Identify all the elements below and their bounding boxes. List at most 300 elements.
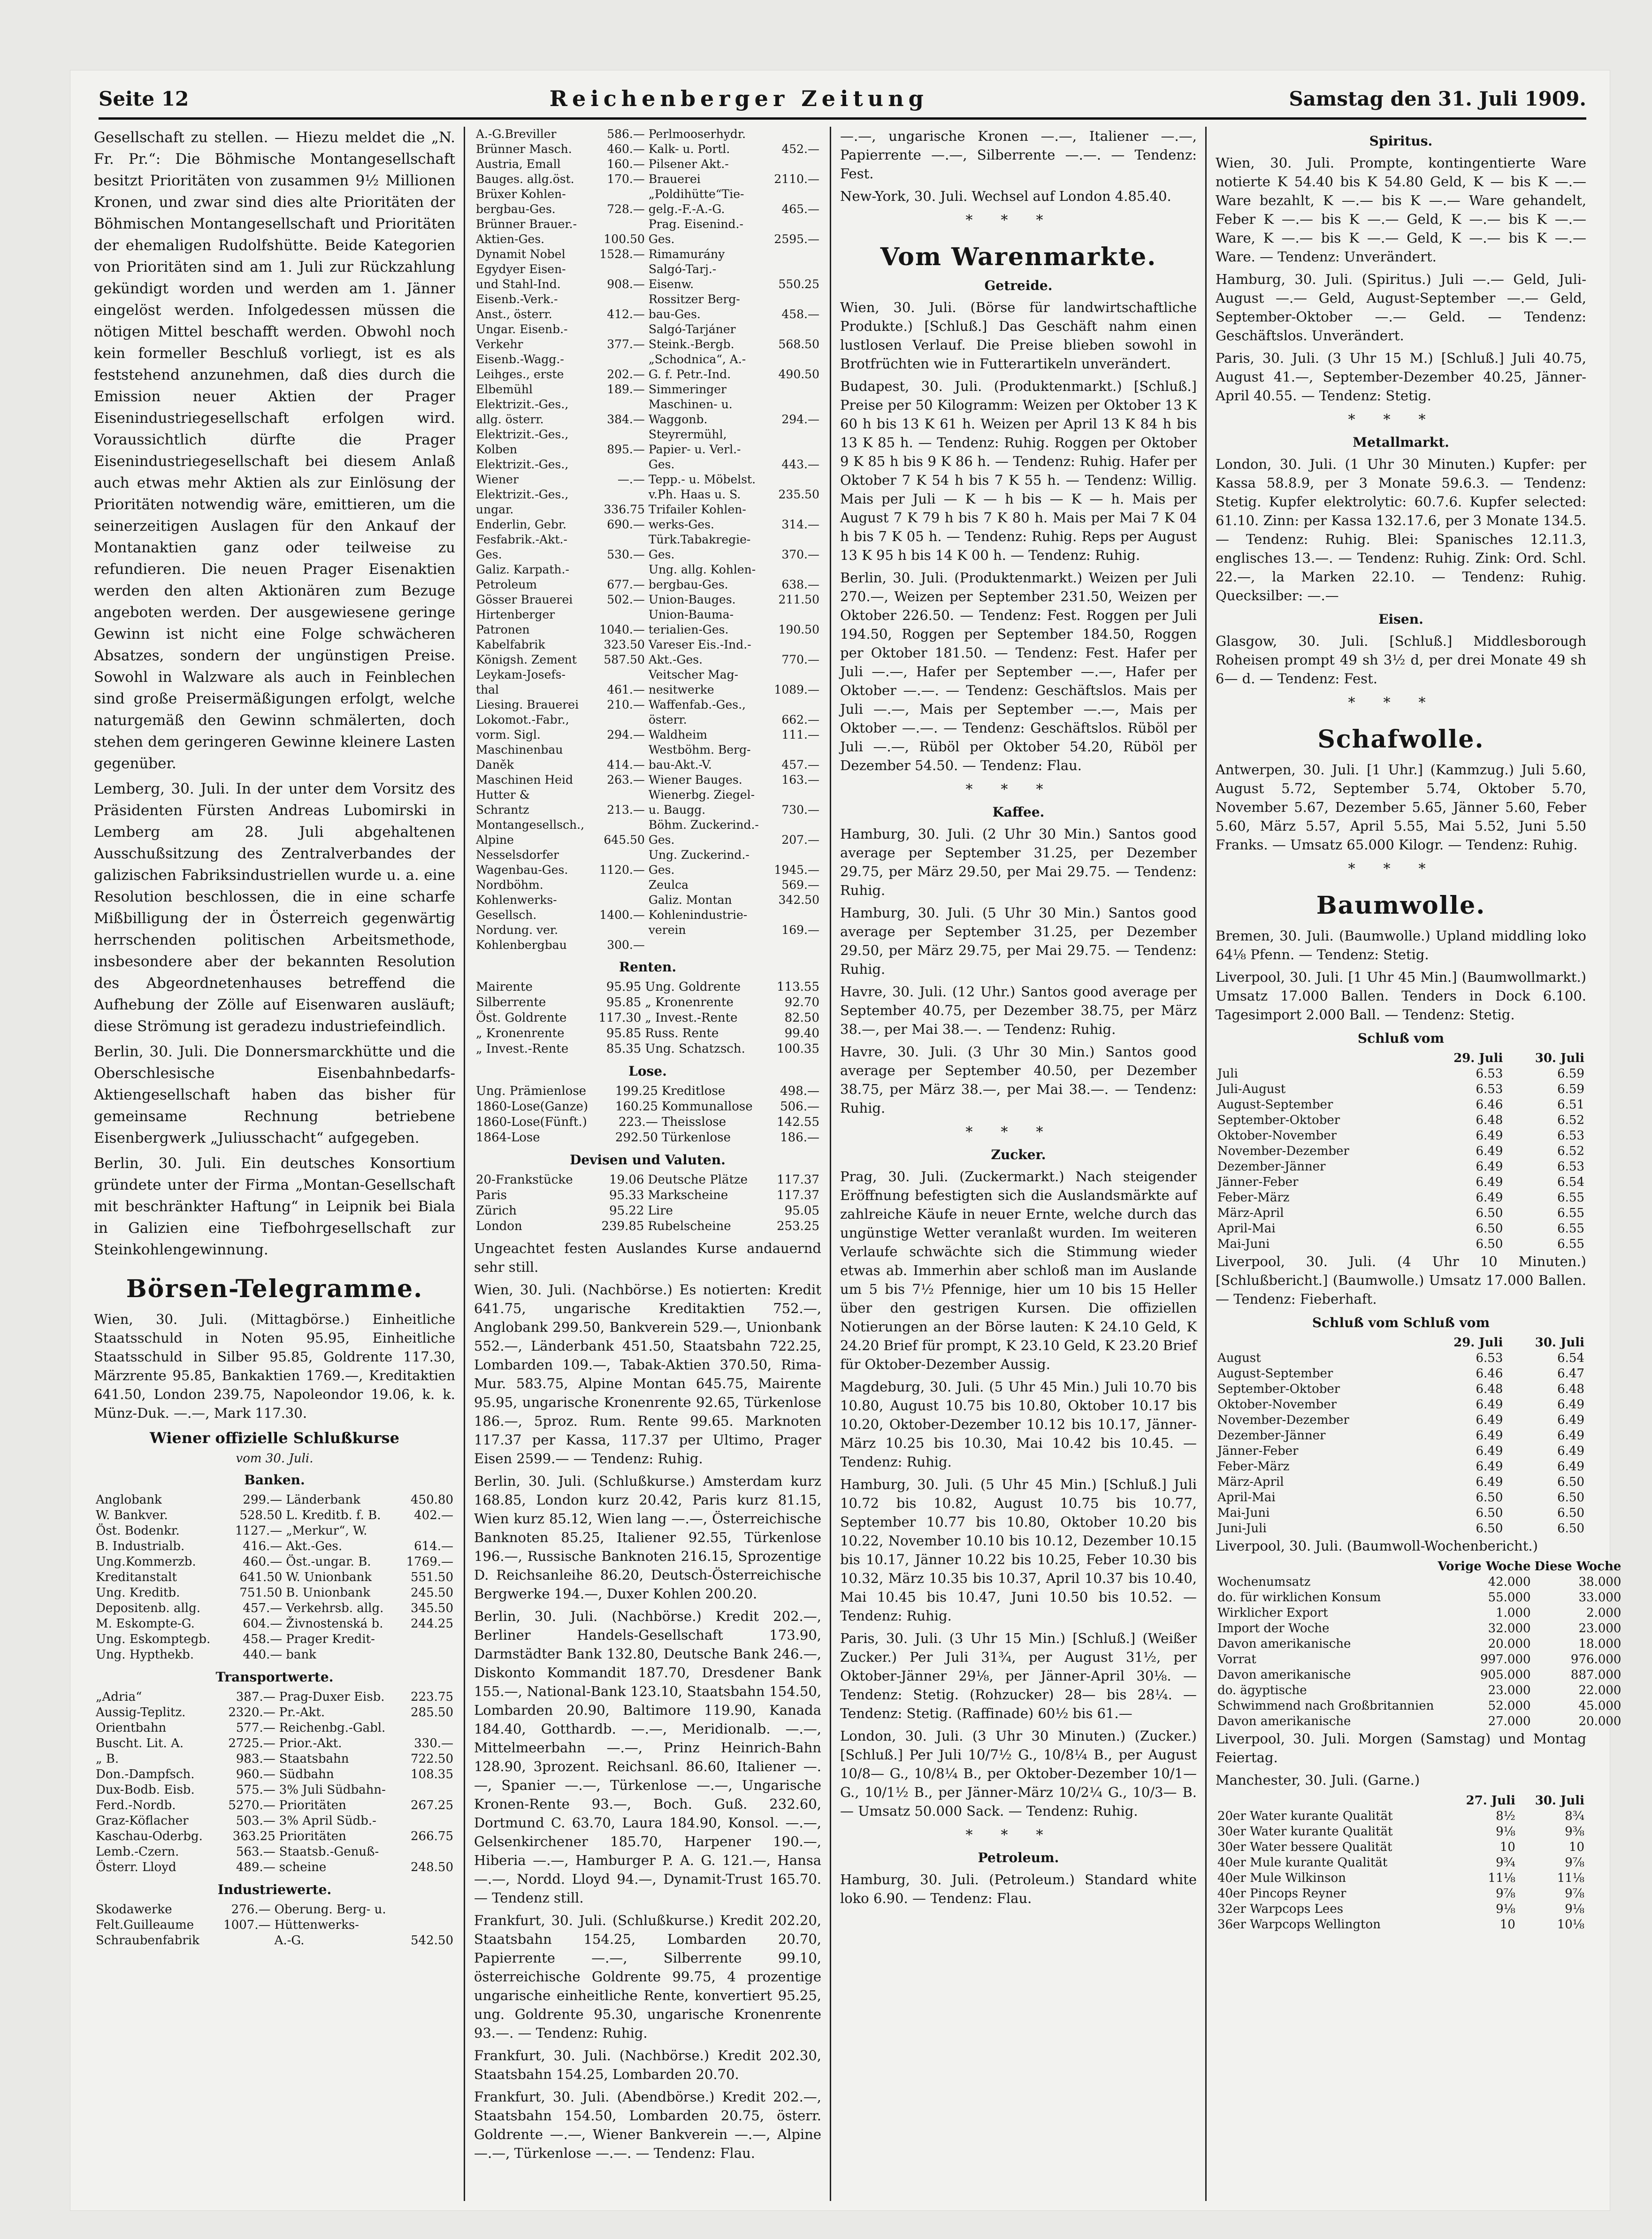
- table-cell: 19.06: [609, 1173, 644, 1187]
- table-cell: 245.50: [411, 1586, 453, 1600]
- table-cell: 253.25: [777, 1219, 819, 1233]
- table-cell: Steink.-Bergb.: [648, 337, 734, 351]
- table-row: [94, 1585, 455, 1601]
- table-cell: Felt.Guilleaume: [96, 1918, 194, 1932]
- table-cell: 384.—: [607, 413, 645, 426]
- table-cell: [769, 532, 821, 547]
- table-cell: gelg.-F.-A.-G.: [648, 202, 725, 216]
- table-cell: 503.—: [236, 1814, 275, 1828]
- table-cell: Maschinenbau: [476, 743, 563, 757]
- table-cell: Prior.-Akt.: [279, 1736, 342, 1750]
- table-cell: 266.75: [411, 1829, 453, 1843]
- table-cell: Veitscher Mag-: [648, 668, 739, 681]
- table-cell: 20er Water kurante Qualität: [1217, 1809, 1393, 1823]
- zucker-reports: [840, 1167, 1197, 1820]
- table-row: [94, 1751, 455, 1767]
- table-cell: Aussig-Teplitz.: [96, 1705, 186, 1719]
- table-cell: österr.: [648, 713, 687, 726]
- table-cell: 160.—: [607, 157, 645, 171]
- table-cell: 10: [1499, 1840, 1515, 1854]
- table-cell: „Merkur“, W.: [286, 1524, 367, 1538]
- table-row: [1216, 1636, 1623, 1652]
- table-cell: 460.—: [243, 1555, 283, 1569]
- table-cell: Südbahn: [279, 1767, 334, 1781]
- table-row: [474, 427, 821, 442]
- table-cell: 32er Warpcops Lees: [1217, 1902, 1344, 1916]
- table-cell: [769, 607, 821, 622]
- table-row: [474, 457, 821, 472]
- table-cell: 142.55: [777, 1115, 819, 1129]
- table-row: [474, 232, 821, 247]
- spiritus-report: Wien, 30. Juli. Prompte, kontingentierte Ware notierte K 54.40 bis K 54.80 Geld, K — bis K —.— Ware bezahlt, K —.— bis K —.— Ware gehandelt, Feber K —.— bis K —.— Geld, K —.— bis K —.— Ware, K —.— bis K —.— Geld, K —.— bis K —.— Ware. — Tendenz: Unverändert.: [1216, 155, 1586, 265]
- table-row: [94, 1933, 455, 1949]
- table-cell: Tepp.- u. Möbelst.: [648, 473, 756, 486]
- table-cell: 8½: [1496, 1809, 1515, 1823]
- table-row: [1216, 1652, 1623, 1667]
- table-cell: allg. österr.: [476, 413, 544, 426]
- table-cell: Russ. Rente: [645, 1026, 719, 1040]
- table-cell: 387.—: [236, 1690, 275, 1704]
- table-cell: April-Mai: [1217, 1222, 1276, 1236]
- table-cell: L. Kreditb. f. B.: [286, 1508, 381, 1522]
- cotton-table-1: [1216, 1051, 1586, 1252]
- table-row: [474, 863, 821, 878]
- table-cell: 6.49: [1557, 1444, 1584, 1458]
- table-cell: Patronen: [476, 623, 530, 636]
- table-cell: 569.—: [781, 878, 819, 892]
- table-row: [474, 995, 821, 1010]
- table-row: [1216, 1667, 1623, 1683]
- table-cell: 2725.—: [228, 1736, 275, 1750]
- table-cell: 314.—: [781, 518, 819, 531]
- table2-caption: Schluß vom Schluß vom: [1312, 1315, 1490, 1330]
- table-cell: 9⅛: [1496, 1902, 1515, 1916]
- table-cell: Ung. Zuckerind.-: [648, 848, 750, 862]
- table-cell: 416.—: [243, 1539, 283, 1553]
- separator: ***: [1348, 412, 1454, 428]
- table-cell: 292.50: [615, 1131, 658, 1145]
- table-cell: 27.000: [1488, 1714, 1531, 1728]
- table-cell: [769, 187, 821, 202]
- table-cell: [403, 1844, 455, 1860]
- table-row: [474, 1130, 821, 1146]
- table-cell: Ferd.-Nordb.: [96, 1798, 176, 1812]
- table-cell: 223.75: [411, 1690, 453, 1704]
- table-cell: 32.000: [1488, 1621, 1531, 1635]
- table-cell: Lire: [648, 1204, 673, 1218]
- table-cell: 465.—: [781, 202, 819, 216]
- table-header-cell: 29. Juli: [1453, 1336, 1503, 1350]
- table-row: [474, 1188, 821, 1203]
- table-cell: [769, 848, 821, 863]
- table-cell: 30er Water bessere Qualität: [1217, 1840, 1392, 1854]
- separator: ***: [965, 1124, 1071, 1140]
- kaffee-report: Havre, 30. Juli. (12 Uhr.) Santos good average per September 40.75, per Dezember 38.75, per März 38.—, per Mai 38.—. — Tendenz: Ruhig.: [840, 984, 1197, 1037]
- table-cell: 6.48: [1476, 1382, 1503, 1396]
- table-cell: 587.50: [604, 653, 645, 666]
- table-row: [474, 562, 821, 577]
- table-cell: Dynamit Nobel: [476, 247, 566, 261]
- table-cell: 6.49: [1476, 1191, 1503, 1205]
- table-cell: [594, 562, 647, 577]
- table-cell: 6.50: [1476, 1206, 1503, 1220]
- table-cell: [594, 667, 647, 682]
- banks-table: [94, 1492, 455, 1663]
- table-row: [94, 1736, 455, 1751]
- table-row: [474, 592, 821, 607]
- table-cell: [403, 1782, 455, 1798]
- table-row: [94, 1720, 455, 1736]
- section-heading-boersen: Börsen-Telegramme.: [126, 1275, 423, 1303]
- table-cell: 577.—: [236, 1721, 275, 1735]
- table-cell: 530.—: [607, 548, 645, 561]
- table-cell: 363.25: [232, 1829, 275, 1843]
- table-cell: 23.000: [1578, 1621, 1621, 1635]
- table-cell: 330.—: [414, 1736, 453, 1750]
- table-cell: 960.—: [236, 1767, 275, 1781]
- table-row: [474, 818, 821, 833]
- table-cell: Buscht. Lit. A.: [96, 1736, 184, 1750]
- table-header-cell: Vorige Woche: [1438, 1559, 1531, 1574]
- table-row: [474, 532, 821, 547]
- table-cell: 160.25: [615, 1100, 658, 1114]
- table-cell: Egydyer Eisen-: [476, 262, 566, 276]
- table-row: [474, 517, 821, 532]
- table-cell: Brüxer Kohlen-: [476, 187, 566, 201]
- table-cell: 1528.—: [599, 247, 645, 261]
- table-cell: 412.—: [607, 307, 645, 321]
- table-cell: 728.—: [607, 202, 645, 216]
- table-cell: Akt.-Ges.: [648, 653, 703, 666]
- table-cell: Oktober-November: [1217, 1129, 1337, 1143]
- table-cell: 677.—: [607, 578, 645, 591]
- table-cell: 506.—: [780, 1100, 819, 1114]
- table-row: [474, 367, 821, 382]
- table-cell: Skodawerke: [96, 1903, 172, 1917]
- table-cell: 1127.—: [235, 1524, 283, 1538]
- getreide-report: Wien, 30. Juli. (Börse für landwirtschaftliche Produkte.) [Schluß.] Das Geschäft nahm einen lustlosen Verlauf. Die Preise blieben sowohl in Brotfrüchten wie in Futterartikeln unverändert.: [840, 299, 1197, 372]
- table-cell: 6.49: [1476, 1429, 1503, 1443]
- table-row: [1216, 1855, 1586, 1871]
- table-cell: 294.—: [607, 728, 645, 741]
- table-cell: Türk.Tabakregie-: [648, 533, 751, 546]
- zucker-report: Paris, 30. Juli. (3 Uhr 15 Min.) [Schluß.] (Weißer Zucker.) Per Juli 31¾, per August 31½, per Oktober-Jänner 29⅛, per Jänner-April 30⅛. — Tendenz: Stetig. (Rohzucker) 28— bis 28¼. — Tendenz: Stetig. (Raffinade) 60½ bis 61.—: [840, 1630, 1197, 1721]
- table-cell: 1007.—: [223, 1918, 271, 1932]
- table-cell: Kommunallose: [661, 1100, 753, 1114]
- table-header-cell: [1216, 1793, 1448, 1809]
- table-cell: Elbemühl: [476, 382, 533, 396]
- table-cell: 370.—: [781, 548, 819, 561]
- table-cell: Maschinen- u.: [648, 397, 733, 411]
- table-cell: 11⅛: [1488, 1871, 1515, 1885]
- table-row: [94, 1902, 455, 1918]
- table-cell: August-September: [1217, 1098, 1333, 1112]
- table-cell: 82.50: [784, 1011, 819, 1025]
- column-divider: [464, 127, 465, 2201]
- table-cell: London: [476, 1219, 522, 1233]
- table-cell: 6.51: [1557, 1098, 1584, 1112]
- table-cell: 95.95: [606, 980, 642, 994]
- table-row: [94, 1860, 455, 1875]
- table-cell: 36er Warpcops Wellington: [1217, 1918, 1381, 1932]
- table-cell: B. Unionbank: [286, 1586, 370, 1600]
- table-cell: 323.50: [604, 638, 645, 651]
- table-cell: Markscheine: [648, 1188, 728, 1202]
- table-header-row: [1216, 1051, 1586, 1066]
- table-row: [94, 1689, 455, 1705]
- table-cell: Hutter &: [476, 788, 530, 802]
- table-row: [1216, 1521, 1586, 1536]
- table-cell: Wirklicher Export: [1217, 1606, 1328, 1620]
- table-row: [474, 908, 821, 923]
- table-cell: Feber-März: [1217, 1191, 1290, 1205]
- table-cell: 6.55: [1557, 1206, 1584, 1220]
- table-header-cell: [1216, 1559, 1436, 1574]
- getreide-report: Berlin, 30. Juli. (Produktenmarkt.) Weizen per Juli 270.—, Weizen per September 231.50, Weizen per Oktober 226.50. — Tendenz: Fest. Roggen per Juli 194.50, Roggen per September 184.50, Roggen per Oktober 181.50. — Tendenz: Fest. Hafer per Juli —.—, Hafer per September —.—, Hafer per Oktober —.—. — Tendenz: Geschäftslos. Mais per Juli —.—, Mais per September —.—, Mais per Oktober —.—. — Tendenz: Geschäftslos. Rüböl per Juli —.—, Rüböl per Oktober 54.20, Rüböl per Dezember 54.50. — Tendenz: Flau.: [840, 570, 1197, 773]
- kaffee-report: Hamburg, 30. Juli. (5 Uhr 30 Min.) Santos good average per September 31.25, per Dezember 29.50, per März 29.75, per Mai 29.75. — Tendenz: Ruhig.: [840, 905, 1197, 977]
- table-row: [1216, 1683, 1623, 1698]
- table-row: [474, 923, 821, 938]
- table-cell: Živnostenská b.: [286, 1617, 383, 1631]
- issue-date: Samstag den 31. Juli 1909.: [1289, 87, 1586, 110]
- transport-heading: Transportwerte.: [215, 1669, 334, 1685]
- table-row: [1216, 1824, 1586, 1840]
- table-cell: [769, 217, 821, 232]
- table-cell: 6.49: [1476, 1475, 1503, 1489]
- table-header-row: [1216, 1559, 1623, 1574]
- table-cell: Mairente: [476, 980, 533, 994]
- table-cell: „ Kronenrente: [476, 1026, 565, 1040]
- table-cell: Don.-Dampfsch.: [96, 1767, 195, 1781]
- table-cell: bau-Ges.: [648, 307, 701, 321]
- industrial-table: [94, 1902, 455, 1949]
- table-row: [474, 652, 821, 667]
- spiritus-heading: Spiritus.: [1369, 133, 1433, 149]
- table-cell: bergbau-Ges.: [476, 202, 556, 216]
- table-cell: Elektrizit.-Ges.,: [476, 428, 569, 441]
- table-cell: Petroleum: [476, 578, 537, 591]
- table-cell: 342.50: [778, 893, 819, 907]
- table-cell: 1769.—: [406, 1555, 453, 1569]
- table-cell: [398, 1632, 455, 1647]
- table-cell: 99.40: [784, 1026, 819, 1040]
- table-row: [94, 1554, 455, 1570]
- table-cell: 117.37: [777, 1188, 819, 1202]
- table-cell: Pr.-Akt.: [279, 1705, 325, 1719]
- devisen-heading: Devisen und Valuten.: [570, 1152, 726, 1168]
- table-cell: 1864-Lose: [476, 1131, 540, 1145]
- table-cell: Import der Woche: [1217, 1621, 1330, 1635]
- market-reports: [474, 1239, 821, 2163]
- table-cell: 443.—: [781, 458, 819, 471]
- table-row: [1216, 1382, 1586, 1397]
- table-cell: Ung. allg. Kohlen-: [648, 563, 756, 576]
- table-row: [1216, 1444, 1586, 1459]
- table-cell: W. Unionbank: [286, 1570, 372, 1584]
- table-cell: werks-Ges.: [648, 518, 714, 531]
- table-row: [94, 1829, 455, 1844]
- table-cell: 6.46: [1476, 1098, 1503, 1112]
- table-cell: Union-Baumа-: [648, 608, 734, 621]
- table-cell: Türkenlose: [661, 1131, 731, 1145]
- table-row: [474, 322, 821, 337]
- table-cell: 586.—: [607, 127, 645, 141]
- table-cell: [769, 127, 821, 142]
- table-cell: Vareser Eis.-Ind.-: [648, 638, 751, 651]
- table-cell: 568.50: [778, 337, 819, 351]
- table-cell: Gesellsch.: [476, 908, 537, 922]
- market-report: Frankfurt, 30. Juli. (Nachbörse.) Kredit 202.30, Staatsbahn 154.25, Lombarden 20.70.: [474, 2048, 821, 2082]
- metall-report: London, 30. Juli. (1 Uhr 30 Minuten.) Kupfer: per Kassa 58.8.9, per 3 Monate 59.6.3. — Tendenz: Stetig. Kupfer elektrolytic: 60.7.6. Kupfer selected: 61.10. Zinn: per Kassa 132.17.6, per 3 Monate 134.5. — Tendenz: Ruhig. Blei: Spanisches 12.11.3, englisches 13.—. — Tendenz: Ruhig. Zink: Ord. Schl. 22.—, la Marken 22.10. — Tendenz: Ruhig. Quecksilber: —.—: [1216, 456, 1586, 604]
- table-cell: [594, 187, 647, 202]
- table-cell: 6.50: [1476, 1521, 1503, 1536]
- table-row: [474, 607, 821, 622]
- table-cell: 690.—: [607, 518, 645, 531]
- table-cell: 169.—: [781, 923, 819, 937]
- article-berlin-2: Berlin, 30. Juli. Ein deutsches Konsortium gründete unter der Firma „Montan-Gesellschaft mit beschränkter Haftung“ in Leipnik bei Biala in Galizien eine Tiefbohrgesellschaft zur Steinkohlengewinnung.: [94, 1155, 455, 1258]
- table-cell: „Adria“: [96, 1690, 142, 1704]
- table-cell: 170.—: [607, 172, 645, 186]
- table-cell: Union-Bauges.: [648, 593, 736, 606]
- table-cell: Simmeringer: [648, 382, 727, 396]
- table-row: [1216, 1605, 1623, 1621]
- table-cell: Ges.: [648, 458, 675, 471]
- table-cell: 528.50: [239, 1508, 283, 1522]
- table-cell: 645.50: [604, 833, 645, 847]
- article-berlin-1: Berlin, 30. Juli. Die Donnersmarckhütte und die Oberschlesische Eisenbahnbedarfs-Aktiengesellschaft haben das bisher für gemeinsame Rechnung betriebene Eisenbergwerk „Juliusschacht“ aufgegeben.: [94, 1043, 455, 1146]
- table-cell: 1860-Lose(Fünft.): [476, 1115, 587, 1129]
- newspaper-page: [70, 70, 1621, 2210]
- table-cell: 662.—: [781, 713, 819, 726]
- table-cell: 458.—: [243, 1632, 283, 1646]
- table-cell: 450.80: [411, 1493, 453, 1507]
- table-row: [1216, 1082, 1586, 1097]
- table-row: [1216, 1574, 1623, 1590]
- table-cell: [769, 562, 821, 577]
- table-cell: 1400.—: [599, 908, 645, 922]
- table-cell: [594, 712, 647, 727]
- page-number: Seite 12: [99, 87, 189, 110]
- table-cell: 498.—: [780, 1084, 819, 1098]
- table-cell: Orientbahn: [96, 1721, 167, 1735]
- table-cell: 42.000: [1488, 1575, 1531, 1589]
- table-row: [1216, 1917, 1586, 1933]
- market-report: Wien, 30. Juli. (Nachbörse.) Es notierten: Kredit 641.75, ungarische Kreditaktien 752.—, Anglobank 299.50, Bankverein 529.—, Unionbank 552.—, Länderbank 451.50, Staatsbahn 722.25, Lombarden 109.—, Tabak-Aktien 370.50, Rima-Mur. 583.75, Alpine Montan 645.75, Mairente 95.95, ungarische Kronenrente 92.65, Türkenlose 186.—, 5proz. Rum. Rente 99.65. Marknoten 117.37 per Kassa, 117.37 per Ultimo, Prager Eisen 2599.— — Tendenz: Ruhig.: [474, 1282, 821, 1467]
- wien-mittagboerse: Wien, 30. Juli. (Mittagbörse.) Einheitliche Staatsschuld in Noten 95.95, Einheitliche Staatsschuld in Silber 95.85, Goldrente 117.30, Märzrente 95.85, Bankaktien 1769.—, Kreditaktien 641.50, London 239.75, Napoleondor 19.06, k. k. Münz-Duk. —.—, Mark 117.30.: [94, 1311, 455, 1421]
- table-cell: 6.50: [1557, 1521, 1584, 1536]
- industrial-heading: Industriewerte.: [217, 1882, 332, 1897]
- official-date: vom 30. Juli.: [236, 1452, 314, 1466]
- market-report: Ungeachtet festen Auslandes Kurse andauernd sehr still.: [474, 1240, 821, 1275]
- table-cell: 210.—: [607, 698, 645, 711]
- table-cell: 8¾: [1565, 1809, 1584, 1823]
- table-cell: Wochenumsatz: [1217, 1575, 1311, 1589]
- table-cell: März-April: [1217, 1206, 1284, 1220]
- table-cell: [403, 1813, 455, 1829]
- table-row: [474, 893, 821, 908]
- table-cell: Dezember-Jänner: [1217, 1160, 1326, 1174]
- table-cell: 6.55: [1557, 1191, 1584, 1205]
- table-row: [474, 292, 821, 307]
- table-cell: Ung. Eskomptegb.: [96, 1632, 211, 1646]
- table-cell: 751.50: [239, 1586, 283, 1600]
- table-cell: Waggonb.: [648, 413, 708, 426]
- table-cell: Ung. Prämienlose: [476, 1084, 587, 1098]
- table-row: [474, 187, 821, 202]
- table-cell: [403, 1918, 455, 1933]
- table-row: [1216, 1902, 1586, 1917]
- table-cell: 575.—: [236, 1783, 275, 1797]
- table-cell: 30er Water kurante Qualität: [1217, 1825, 1393, 1839]
- table-cell: Papier- u. Verl.-: [648, 443, 741, 456]
- official-heading: Wiener offizielle Schlußkurse: [149, 1429, 400, 1447]
- table-cell: [769, 938, 821, 953]
- table-cell: „ B.: [96, 1752, 119, 1766]
- table-cell: Länderbank: [286, 1493, 360, 1507]
- table-cell: Feber-März: [1217, 1460, 1290, 1474]
- table-row: [474, 682, 821, 697]
- zucker-report: London, 30. Juli. (3 Uhr 30 Minuten.) (Zucker.) [Schluß.] Per Juli 10/7½ G., 10/8¼ B., per August 10/8— G., 10/8¼ B., per Oktober-Dezember 10/1— G., 10/1½ B., per Jänner-März 10/2¼ G., 10/3— B. — Umsatz 50.000 Sack. — Tendenz: Ruhig.: [840, 1728, 1197, 1819]
- table-row: [1216, 1698, 1623, 1714]
- table-row: [94, 1539, 455, 1554]
- table-cell: Elektrizit.-Ges.,: [476, 488, 569, 501]
- table-cell: [594, 742, 647, 757]
- column-divider: [830, 127, 831, 2201]
- table-cell: 11⅛: [1557, 1871, 1584, 1885]
- table-cell: 502.—: [607, 593, 645, 606]
- table-row: [1216, 1590, 1623, 1605]
- table-cell: [769, 442, 821, 457]
- table-cell: 1860-Lose(Ganze): [476, 1100, 588, 1114]
- table-cell: Ung. Schatzsch.: [645, 1042, 745, 1056]
- table-cell: 9⅛: [1496, 1825, 1515, 1839]
- table-cell: Brünner Masch.: [476, 142, 572, 156]
- table-cell: W. Bankver.: [96, 1508, 168, 1522]
- table-row: [474, 622, 821, 637]
- article-montan: Gesellschaft zu stellen. — Hiezu meldet die „N. Fr. Pr.“: Die Böhmische Montangesellschaft besitzt Prioritäten von zusammen 9½ Millionen Kronen, und zwar sind dies alte Prioritäten der Böhmischen Montangesellschaft und Prioritäten der ehemaligen Rudolfshütte. Beide Kategorien von Prioritäten sind am 1. Juli zur Rückzahlung gekündigt worden und werden am 1. Jänner eingelöst werden. Infolgedessen müssen die nötigen Mittel beschafft werden. Obwohl noch kein formeller Beschluß vorliegt, ist es als feststehend anzunehmen, daß dies durch die Emission neuer Aktien der Prager Eisenindustriegesellschaft erfolgen wird. Voraussichtlich dürfte die Prager Eisenindustriegesellschaft bei diesem Anlaß auch etwas mehr Aktien als zur Einlösung der Prioritäten notwendig wäre, emittieren, um die seinerzeitigen Auslagen für den Ankauf der Montanaktien ganz oder teilweise zu refundieren. Die neuen Prager Eisenaktien werden den alten Aktionären zum Bezuge angeboten werden. Der ausgewiesene geringe Gewinn ist nicht eine Folge schwächeren Absatzes, sondern der ungünstigen Preise. Sowohl in Walzware als auch in Feinblechen sind große Preisermäßigungen erfolgt, welche naturgemäß den Gewinn schmälerten, doch stehen dem geringeren Gewinne kleinere Lasten gegenüber.: [94, 129, 455, 772]
- table-cell: [769, 818, 821, 833]
- table-cell: 6.49: [1557, 1460, 1584, 1474]
- market-report: Berlin, 30. Juli. (Schlußkurse.) Amsterdam kurz 168.85, London kurz 20.42, Paris kurz 81.15, Wien kurz 85.12, Wien lang —.—, Österreichische Banknoten 85.25, Italiener 92.55, Türkenlose 196.—, Russische Banknoten 216.15, Sprozentige D. Reichsanleihe 86.20, Deutsch-Österreichische Bergwerke 194.—, Duxer Kohlen 200.20.: [474, 1473, 821, 1602]
- table-cell: Reichenbg.-Gabl.: [279, 1721, 386, 1735]
- table-cell: Wagenbau-Ges.: [476, 863, 568, 877]
- table-row: [94, 1570, 455, 1585]
- table-cell: 6.48: [1557, 1382, 1584, 1396]
- table-row: [1216, 1840, 1586, 1855]
- table-cell: Kaschau-Oderbg.: [96, 1829, 203, 1843]
- metall-heading: Metallmarkt.: [1353, 435, 1449, 450]
- table-cell: 6.50: [1557, 1506, 1584, 1520]
- table-cell: 6.49: [1557, 1398, 1584, 1412]
- table-cell: Leihges., erste: [476, 367, 564, 381]
- separator: ***: [1348, 861, 1454, 877]
- table-cell: Nordung. ver.: [476, 923, 558, 937]
- table-row: [94, 1918, 455, 1933]
- table-cell: u. Baugg.: [648, 803, 706, 817]
- new-york-report: New-York, 30. Juli. Wechsel auf London 4.85.40.: [840, 188, 1171, 204]
- table-cell: 542.50: [411, 1933, 453, 1948]
- table-cell: 2320.—: [228, 1705, 275, 1719]
- table-cell: August-September: [1217, 1367, 1333, 1381]
- table-cell: Davon amerikanische: [1217, 1714, 1351, 1728]
- table-cell: 235.50: [778, 488, 819, 501]
- spiritus-report: Paris, 30. Juli. (3 Uhr 15 M.) [Schluß.] Juli 40.75, August 41.—, September-Dezember 40.25, Jänner-April 40.55. — Tendenz: Stetig.: [1216, 350, 1586, 404]
- table-cell: Ungar. Eisenb.-: [476, 322, 568, 336]
- table-cell: Wiener: [476, 473, 519, 486]
- table-cell: 641.50: [239, 1570, 283, 1584]
- table-cell: Enderlin, Gebr.: [476, 518, 567, 531]
- table-cell: [769, 292, 821, 307]
